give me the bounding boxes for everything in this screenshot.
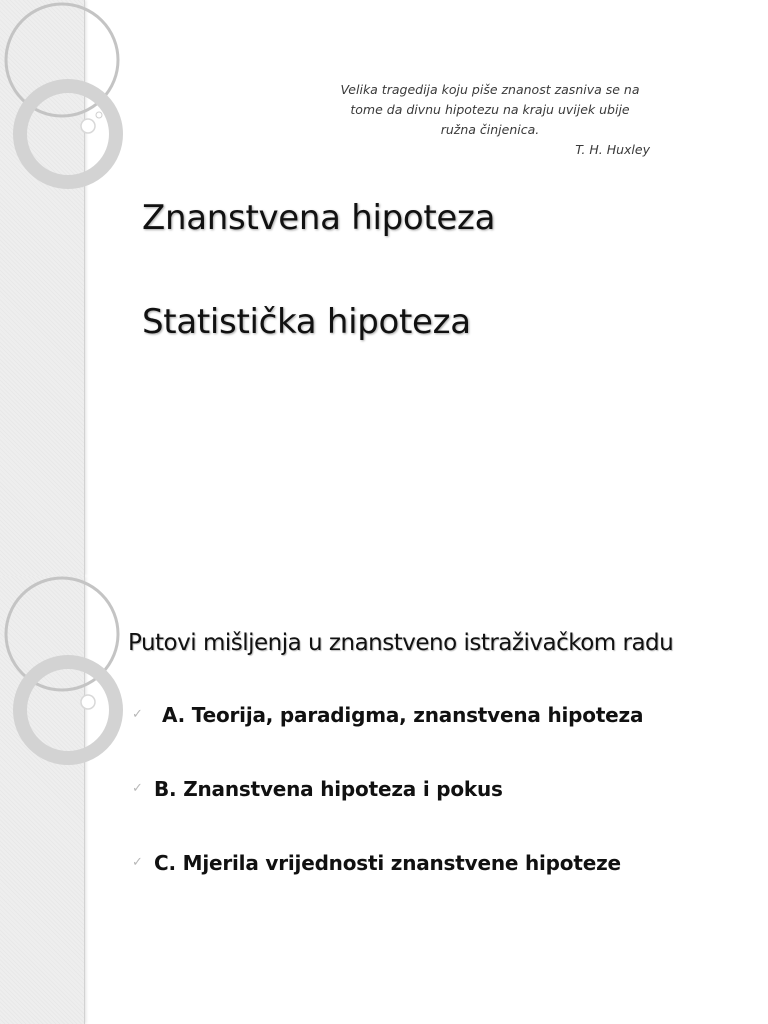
- quote-author: T. H. Huxley: [575, 142, 650, 157]
- bullet-list: [132, 702, 643, 924]
- heading-scientific-hypothesis: Znanstvena hipoteza: [142, 198, 496, 238]
- quote-line: ružna činjenica.: [440, 122, 540, 137]
- check-icon: ✓: [132, 781, 143, 796]
- list-item: [132, 702, 643, 776]
- check-icon: ✓: [132, 707, 143, 722]
- heading-statistical-hypothesis: Statistička hipoteza: [142, 302, 471, 342]
- slide-2: [0, 576, 768, 1024]
- decorative-rings: [0, 576, 130, 776]
- list-item: [132, 776, 643, 850]
- slide-subtitle: Putovi mišljenja u znanstveno istraživačkom radu: [128, 630, 674, 656]
- bullet-text: C. Mjerila vrijednosti znanstvene hipoteze: [154, 851, 621, 875]
- check-icon: ✓: [132, 855, 143, 870]
- bullet-text: A. Teorija, paradigma, znanstvena hipoteza: [162, 703, 644, 727]
- quote-block: [300, 80, 680, 160]
- decorative-rings: [0, 0, 130, 200]
- list-item: [132, 850, 643, 924]
- quote-line: Velika tragedija koju piše znanost zasniva se na: [340, 82, 640, 97]
- bullet-text: B. Znanstvena hipoteza i pokus: [154, 777, 503, 801]
- quote-line: tome da divnu hipotezu na kraju uvijek ubije: [350, 102, 630, 117]
